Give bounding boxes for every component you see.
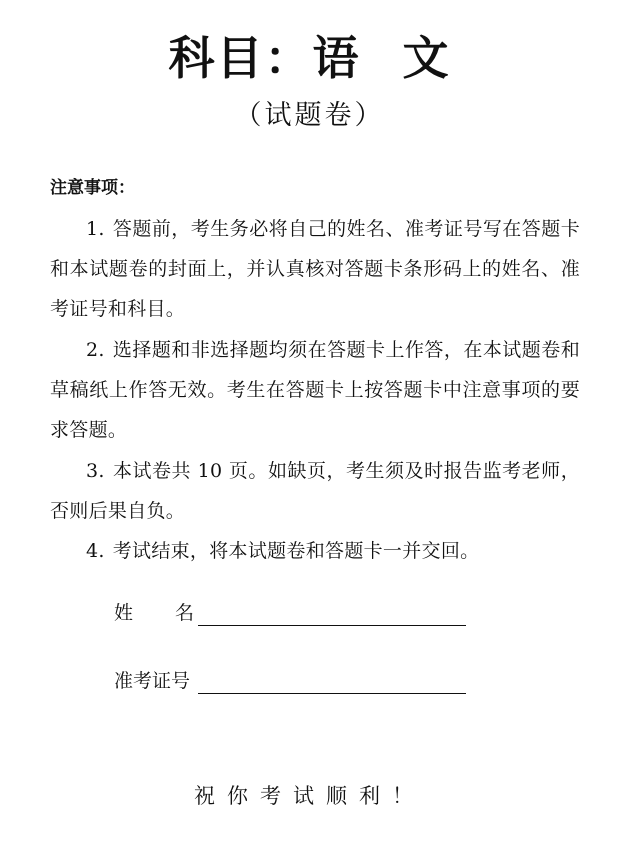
name-label: [114, 598, 198, 628]
notice-item-4: [50, 531, 580, 571]
notice-item-3: [50, 451, 580, 531]
notice-item-text: 考试结束，将本试题卷和答题卡一并交回。: [112, 540, 480, 562]
name-label-char-1: 姓: [114, 602, 134, 624]
page-subtitle: （试题卷）: [234, 100, 385, 131]
notice-item-text: 答题前，考生务必将自己的姓名、准考证号写在答题卡和本试题卷的封面上，并认真核对答题卡条形码上的姓名、准考证号和科目。: [50, 218, 580, 320]
title-char-1: 语: [312, 31, 361, 85]
notice-item-2: [50, 330, 580, 450]
name-label-char-2: 名: [175, 602, 195, 624]
exam-id-blank-line[interactable]: [198, 669, 466, 694]
exam-id-field: [114, 666, 466, 696]
notice-item-number: 2.: [86, 339, 105, 361]
notice-item-text: 本试卷共 10 页。如缺页，考生须及时报告监考老师，否则后果自负。: [50, 460, 580, 522]
name-blank-line[interactable]: [198, 601, 466, 626]
page-title: [0, 26, 619, 90]
notice-item-text: 选择题和非选择题均须在答题卡上作答，在本试题卷和草稿纸上作答无效。考生在答题卡上按答题卡中注意事项的要求答题。: [50, 339, 580, 441]
notice-item-number: 4.: [86, 540, 105, 562]
notice-item-number: 3.: [86, 460, 105, 482]
title-char-2: 文: [402, 31, 451, 85]
notice-item-number: 1.: [86, 218, 105, 240]
notice-heading: 注意事项：: [50, 178, 135, 198]
good-luck-message: 祝你考试顺利！: [194, 784, 425, 808]
title-prefix: 科目：: [168, 31, 313, 85]
exam-id-label: 准考证号: [114, 670, 191, 692]
name-field: [114, 598, 466, 628]
notice-item-1: [50, 209, 580, 329]
